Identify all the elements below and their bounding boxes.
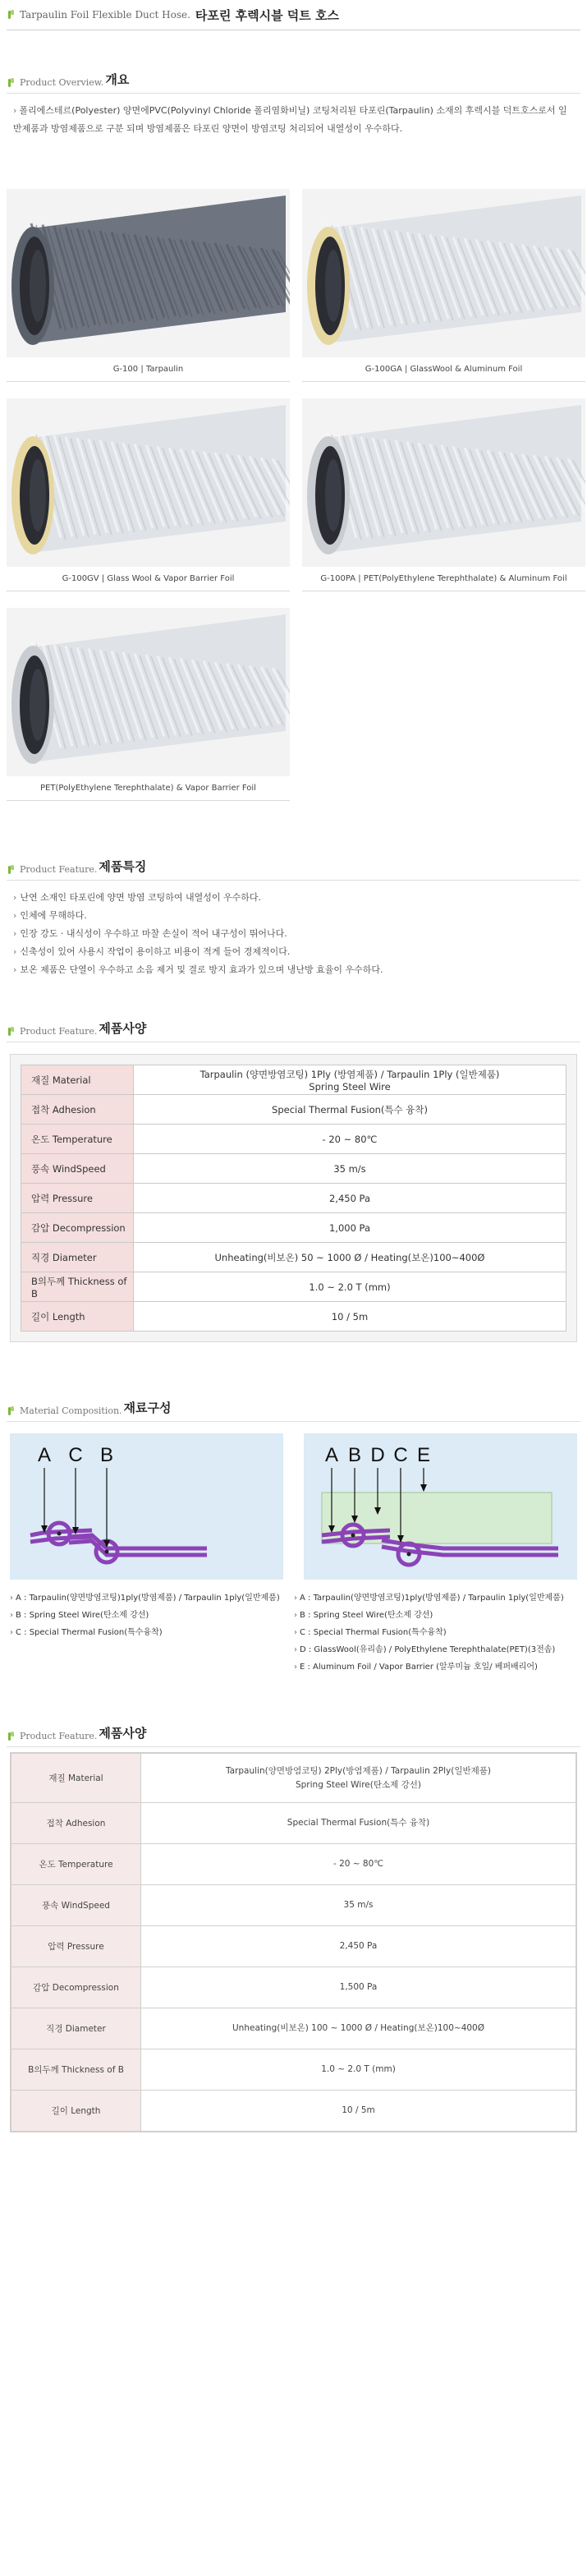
- label-c: C: [393, 1444, 408, 1466]
- spec-value-cell: [134, 1095, 566, 1125]
- spec-value-cell: [141, 2008, 576, 2049]
- single-ply-diagram: [10, 1433, 283, 1580]
- page-title-en: Tarpaulin Foil Flexible Duct Hose.: [20, 9, 190, 21]
- label-e: E: [416, 1444, 431, 1466]
- material-heading-ko: 재료구성: [123, 1401, 172, 1415]
- spec1-box: [10, 1054, 577, 1342]
- feature-text: 신축성이 있어 사용시 작업이 용이하고 비용이 적게 들어 경제적이다.: [20, 946, 291, 957]
- spec-key: 직경 Diameter: [21, 1243, 134, 1272]
- spec-value-cell: [141, 1926, 576, 1967]
- product-image: [7, 398, 290, 567]
- spec-value-cell: [141, 1844, 576, 1885]
- feature-text: 인체에 무해하다.: [20, 910, 87, 921]
- product-gallery: [0, 189, 587, 801]
- product-caption: G-100GA | GlassWool & Aluminum Foil: [302, 357, 585, 382]
- spec-value-cell: [141, 1754, 576, 1803]
- page-title-bar: [0, 0, 587, 30]
- duct-photo: [7, 398, 290, 567]
- leaf-icon: [8, 10, 15, 20]
- legend-text: B : Spring Steel Wire(탄소제 강선): [300, 1611, 433, 1620]
- spec-value-cell: [141, 1803, 576, 1844]
- spec-key: B의두께 Thickness of B: [11, 2049, 141, 2091]
- spec-key: 재질 Material: [11, 1754, 141, 1803]
- legend-item: › C : Special Thermal Fusion(특수융착): [294, 1628, 447, 1637]
- product-caption: G-100GV | Glass Wool & Vapor Barrier Foil: [7, 567, 290, 591]
- material-diagrams: [0, 1433, 587, 1580]
- label-d: D: [370, 1444, 385, 1466]
- spec-key: 압력 Pressure: [21, 1184, 134, 1213]
- legend-item: › E : Aluminum Foil / Vapor Barrier (알루미늄 호일/ 베퍼배리어): [294, 1663, 538, 1672]
- spec-value: Special Thermal Fusion(특수 융착): [272, 1103, 428, 1116]
- spec-value: 35 m/s: [333, 1162, 366, 1175]
- features-heading-ko: 제품특징: [99, 859, 147, 874]
- feature-item: › 보온 제품은 단열이 우수하고 소음 제거 및 결로 방지 효과가 있으며 냉난방 효율이 우수하다.: [13, 964, 383, 975]
- overview-heading-en: Product Overview.: [20, 77, 104, 88]
- spec-row: [11, 1926, 576, 1967]
- label-a: A: [324, 1444, 339, 1466]
- legend-text: A : Tarpaulin(양면방염코팅)1ply(방염제품) / Tarpaulin 1ply(일반제품): [16, 1594, 280, 1603]
- spec-value-cell: [134, 1302, 566, 1332]
- duct-photo: [302, 189, 585, 357]
- spec-row: [11, 1844, 576, 1885]
- spec-value: - 20 ~ 80℃: [322, 1133, 378, 1145]
- product-image: [7, 189, 290, 357]
- overview-heading: [0, 63, 587, 88]
- material-heading-en: Material Composition.: [20, 1405, 122, 1416]
- spec-row: [11, 1754, 576, 1803]
- spec2-table: [11, 1753, 576, 2132]
- overview-heading-ko: 개요: [105, 72, 130, 87]
- product-image: [302, 189, 585, 357]
- legend-item: › A : Tarpaulin(양면방염코팅)1ply(방염제품) / Tarpaulin 1ply(일반제품): [294, 1594, 564, 1603]
- product-caption: PET(PolyEthylene Terephthalate) & Vapor Barrier Foil: [7, 776, 290, 801]
- leaf-icon: [8, 865, 15, 875]
- feature-text: 인장 강도 · 내식성이 우수하고 마찰 손실이 적어 내구성이 뛰어나다.: [20, 928, 287, 939]
- spec-value-line2: Spring Steel Wire(탄소제 강선): [295, 1779, 422, 1790]
- legend-item: › B : Spring Steel Wire(탄소제 강선): [294, 1611, 433, 1620]
- insulated-diagram: [304, 1433, 577, 1580]
- spec2-heading: [0, 1717, 587, 1741]
- material-diagram-insulated: [304, 1433, 577, 1580]
- spec-key: 풍속 WindSpeed: [11, 1885, 141, 1926]
- spec-value: 10 / 5m: [331, 1310, 369, 1322]
- spec-value-cell: [141, 2091, 576, 2132]
- spec1-heading-ko: 제품사양: [99, 1021, 147, 1036]
- spec-row: [21, 1272, 566, 1302]
- spec-key: 온도 Temperature: [21, 1125, 134, 1154]
- product-caption: G-100 | Tarpaulin: [7, 357, 290, 382]
- legend-text: B : Spring Steel Wire(탄소제 강선): [16, 1611, 149, 1620]
- spec-value: 1,000 Pa: [328, 1221, 371, 1234]
- product-card: [302, 398, 585, 591]
- spec-row: [21, 1184, 566, 1213]
- product-image: [7, 608, 290, 776]
- spec-value: 1.0 ~ 2.0 T (mm): [321, 2064, 396, 2074]
- spec-value: Tarpaulin (양면방염코팅) 1Ply (방염제품) / Tarpaulin 1Ply (일반제품): [199, 1068, 500, 1080]
- leaf-icon: [8, 1732, 15, 1741]
- spec-row: [21, 1213, 566, 1243]
- feature-text: 보온 제품은 단열이 우수하고 소음 제거 및 결로 방지 효과가 있으며 냉난방 효율이 우수하다.: [20, 964, 383, 975]
- feature-item: › 인장 강도 · 내식성이 우수하고 마찰 손실이 적어 내구성이 뛰어나다.: [13, 928, 287, 939]
- feature-item: › 신축성이 있어 사용시 작업이 용이하고 비용이 적게 들어 경제적이다.: [13, 946, 291, 957]
- spec-value: Unheating(비보온) 50 ~ 1000 Ø / Heating(보온)100~400Ø: [214, 1251, 485, 1263]
- spec2-box: [10, 1752, 577, 2132]
- spec1-heading-en: Product Feature.: [20, 1026, 98, 1037]
- page-title-ko: 타포린 후렉시블 덕트 호스: [195, 7, 339, 23]
- product-card: [302, 189, 585, 382]
- leaf-icon: [8, 1027, 15, 1037]
- spec-key: B의두께 Thickness of B: [21, 1272, 134, 1302]
- product-image: [302, 398, 585, 567]
- material-diagram-single: [10, 1433, 283, 1580]
- duct-photo: [7, 608, 290, 776]
- spec-value: Unheating(비보온) 100 ~ 1000 Ø / Heating(보온)100~400Ø: [232, 2023, 485, 2033]
- features-heading: [0, 850, 587, 875]
- legend-item: › C : Special Thermal Fusion(특수융착): [10, 1628, 163, 1637]
- spec-row: [11, 1967, 576, 2008]
- spec-row: [11, 1885, 576, 1926]
- spec-value: - 20 ~ 80℃: [332, 1859, 384, 1869]
- label-a: A: [37, 1444, 52, 1466]
- material-legends: [0, 1580, 587, 1676]
- label-b: B: [347, 1444, 362, 1466]
- features-heading-en: Product Feature.: [20, 864, 98, 875]
- overview-text: › 폴리에스테르(Polyester) 양면에PVC(Polyvinyl Chloride 폴리염화비닐) 코팅처리된 타포린(Tarpaulin) 소재의 후렉시블 덕트호스로서 일반제품과 방염제품으로 구분 되며 방염제품은 타포린 양면이 방염코팅 처리되어 내열성이 우수하다.: [13, 105, 567, 134]
- spec-value: Special Thermal Fusion(특수 융착): [287, 1818, 430, 1828]
- product-card: [7, 608, 290, 801]
- spec2-heading-ko: 제품사양: [99, 1726, 147, 1741]
- spec-key: 길이 Length: [21, 1302, 134, 1332]
- spec-key: 직경 Diameter: [11, 2008, 141, 2049]
- spec-value: Tarpaulin(양면방염코팅) 2Ply(방염제품) / Tarpaulin 2Ply(일반제품): [225, 1765, 492, 1776]
- spec-value-cell: [134, 1065, 566, 1095]
- material-legend-insulated: [294, 1589, 577, 1676]
- legend-text: D : GlassWool(유리솜) / PolyEthylene Terephthalate(PET)(3전솜): [300, 1645, 556, 1654]
- duct-photo: [7, 189, 290, 357]
- leaf-icon: [8, 1406, 15, 1416]
- feature-item: › 난연 소재인 타포린에 양면 방염 코팅하여 내열성이 우수하다.: [13, 892, 262, 903]
- spec-row: [21, 1125, 566, 1154]
- overview-paragraph: 폴리에스테르(Polyester) 양면에PVC(Polyvinyl Chloride 폴리염화비닐) 코팅처리된 타포린(Tarpaulin) 소재의 후렉시블 덕트호스로서 일반제품과 방염제품으로 구분 되며 방염제품은 타포린 양면이 방염코팅 처리되어 내열성이 우수하다.: [13, 105, 567, 134]
- spec-row: [11, 2049, 576, 2091]
- legend-text: E : Aluminum Foil / Vapor Barrier (알루미늄 호일/ 베퍼배리어): [300, 1663, 538, 1672]
- spec-key: 길이 Length: [11, 2091, 141, 2132]
- spec-key: 접착 Adhesion: [11, 1803, 141, 1844]
- spec-row: [11, 1803, 576, 1844]
- duct-photo: [302, 398, 585, 567]
- product-card: [7, 189, 290, 382]
- product-card: [7, 398, 290, 591]
- spec-value-cell: [141, 2049, 576, 2091]
- spec-value: 2,450 Pa: [328, 1192, 371, 1204]
- spec-row: [21, 1154, 566, 1184]
- spec-value-cell: [134, 1243, 566, 1272]
- label-b: B: [99, 1444, 114, 1466]
- legend-item: › B : Spring Steel Wire(탄소제 강선): [10, 1611, 149, 1620]
- feature-text: 난연 소재인 타포린에 양면 방염 코팅하여 내열성이 우수하다.: [20, 892, 262, 903]
- spec-value-cell: [134, 1184, 566, 1213]
- spec-key: 감압 Decompression: [21, 1213, 134, 1243]
- spec-key: 감압 Decompression: [11, 1967, 141, 2008]
- spec1-heading: [0, 1012, 587, 1037]
- spec-row: [21, 1095, 566, 1125]
- spec-row: [21, 1065, 566, 1095]
- spec-value-cell: [134, 1125, 566, 1154]
- leaf-icon: [8, 78, 15, 88]
- spec-key: 접착 Adhesion: [21, 1095, 134, 1125]
- spec-value-cell: [134, 1213, 566, 1243]
- label-c: C: [68, 1444, 83, 1466]
- features-list: [0, 881, 587, 979]
- spec-row: [11, 2008, 576, 2049]
- material-heading: [0, 1392, 587, 1416]
- spec-value-line2: Spring Steel Wire: [309, 1080, 391, 1092]
- spec1-table: [21, 1065, 566, 1332]
- spec-value: 1,500 Pa: [339, 1982, 378, 1992]
- spec-value: 35 m/s: [343, 1900, 374, 1910]
- spec-key: 풍속 WindSpeed: [21, 1154, 134, 1184]
- spec-value-cell: [134, 1154, 566, 1184]
- legend-text: A : Tarpaulin(양면방염코팅)1ply(방염제품) / Tarpaulin 1ply(일반제품): [300, 1594, 564, 1603]
- spec-row: [21, 1243, 566, 1272]
- legend-item: › A : Tarpaulin(양면방염코팅)1ply(방염제품) / Tarpaulin 1ply(일반제품): [10, 1594, 280, 1603]
- spec-row: [21, 1302, 566, 1332]
- spec-key: 온도 Temperature: [11, 1844, 141, 1885]
- legend-text: C : Special Thermal Fusion(특수융착): [16, 1628, 163, 1637]
- spec-value-cell: [141, 1967, 576, 2008]
- legend-text: C : Special Thermal Fusion(특수융착): [300, 1628, 447, 1637]
- spec-value: 2,450 Pa: [339, 1941, 378, 1951]
- spec-value: 1.0 ~ 2.0 T (mm): [309, 1281, 391, 1293]
- spec2-heading-en: Product Feature.: [20, 1731, 98, 1741]
- legend-item: › D : GlassWool(유리솜) / PolyEthylene Terephthalate(PET)(3전솜): [294, 1645, 556, 1654]
- spec-value-cell: [141, 1885, 576, 1926]
- spec-value: 10 / 5m: [342, 2105, 375, 2115]
- spec-row: [11, 2091, 576, 2132]
- spec-key: 압력 Pressure: [11, 1926, 141, 1967]
- spec-value-cell: [134, 1272, 566, 1302]
- product-caption: G-100PA | PET(PolyEthylene Terephthalate) & Aluminum Foil: [302, 567, 585, 591]
- material-legend-single: [10, 1589, 293, 1676]
- feature-item: › 인체에 무해하다.: [13, 910, 87, 921]
- spec-key: 재질 Material: [21, 1065, 134, 1095]
